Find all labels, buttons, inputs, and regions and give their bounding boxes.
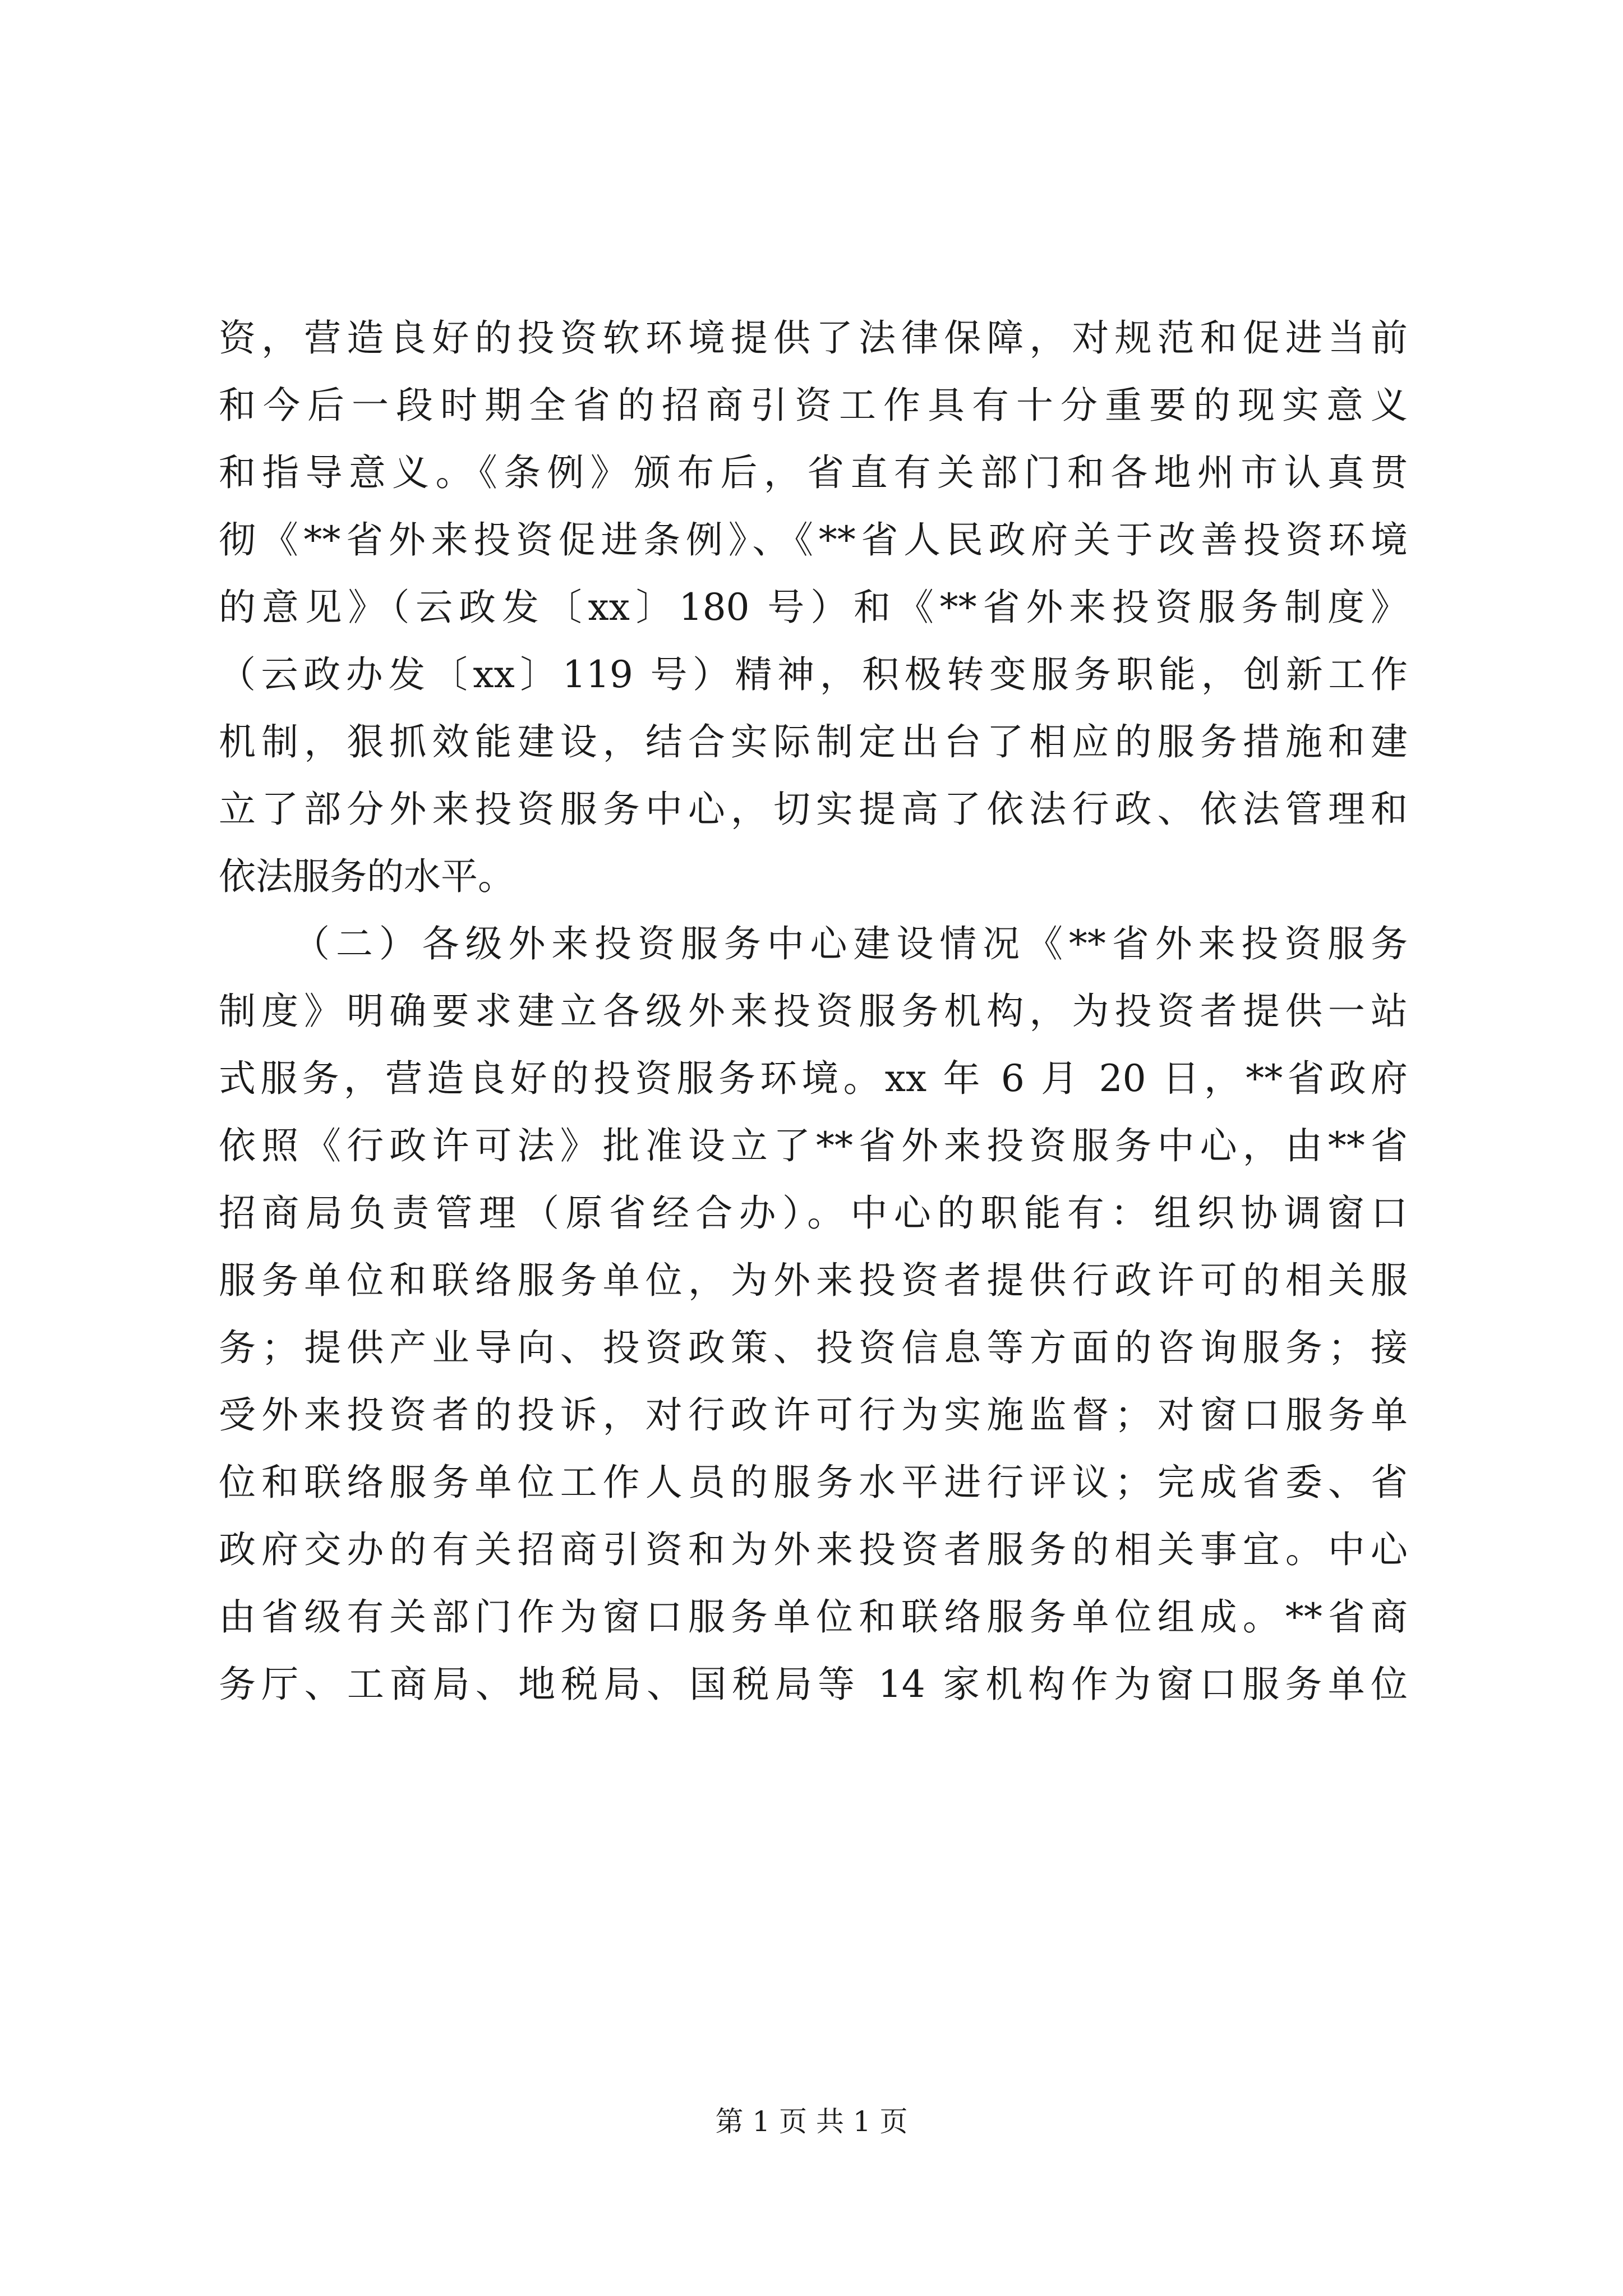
- text-line-6: （云政办发〔xx〕119 号）精神，积极转变服务职能，创新工作: [219, 653, 1408, 696]
- text-line-4: 彻《**省外来投资促进条例》、《**省人民政府关于改善投资环境: [219, 518, 1408, 562]
- text-line-11: 制度》明确要求建立各级外来投资服务机构，为投资者提供一站: [219, 990, 1408, 1033]
- text-line-14: 招商局负责管理（原省经合办）。中心的职能有：组织协调窗口: [219, 1191, 1408, 1235]
- text-line-9: 依法服务的水平。: [219, 855, 515, 898]
- text-line-5: 的意见》（云政发〔xx〕180 号）和《**省外来投资服务制度》: [219, 586, 1408, 629]
- text-line-3: 和指导意义。《条例》颁布后，省直有关部门和各地州市认真贯: [219, 451, 1408, 494]
- page-footer: 第 1 页 共 1 页: [715, 2105, 908, 2138]
- text-line-2: 和今后一段时期全省的招商引资工作具有十分重要的现实意义: [219, 384, 1408, 427]
- text-line-15: 服务单位和联络服务单位，为外来投资者提供行政许可的相关服: [219, 1259, 1408, 1302]
- text-line-16: 务；提供产业导向、投资政策、投资信息等方面的咨询服务；接: [219, 1326, 1408, 1369]
- text-line-1: 资，营造良好的投资软环境提供了法律保障，对规范和促进当前: [219, 316, 1408, 360]
- text-line-17: 受外来投资者的投诉，对行政许可行为实施监督；对窗口服务单: [219, 1393, 1408, 1437]
- text-line-20: 由省级有关部门作为窗口服务单位和联络服务单位组成。**省商: [219, 1595, 1408, 1639]
- text-line-7: 机制，狠抓效能建设，结合实际制定出台了相应的服务措施和建: [219, 720, 1408, 763]
- text-line-18: 位和联络服务单位工作人员的服务水平进行评议；完成省委、省: [219, 1461, 1408, 1504]
- text-line-10: （二）各级外来投资服务中心建设情况《**省外来投资服务: [293, 922, 1408, 965]
- text-line-8: 立了部分外来投资服务中心，切实提高了依法行政、依法管理和: [219, 788, 1408, 831]
- text-line-19: 政府交办的有关招商引资和为外来投资者服务的相关事宜。中心: [219, 1528, 1408, 1571]
- text-line-21: 务厅、工商局、地税局、国税局等 14 家机构作为窗口服务单位: [219, 1663, 1408, 1706]
- text-line-13: 依照《行政许可法》批准设立了**省外来投资服务中心，由**省: [219, 1124, 1408, 1167]
- text-line-12: 式服务，营造良好的投资服务环境。xx 年 6 月 20 日，**省政府: [219, 1057, 1408, 1100]
